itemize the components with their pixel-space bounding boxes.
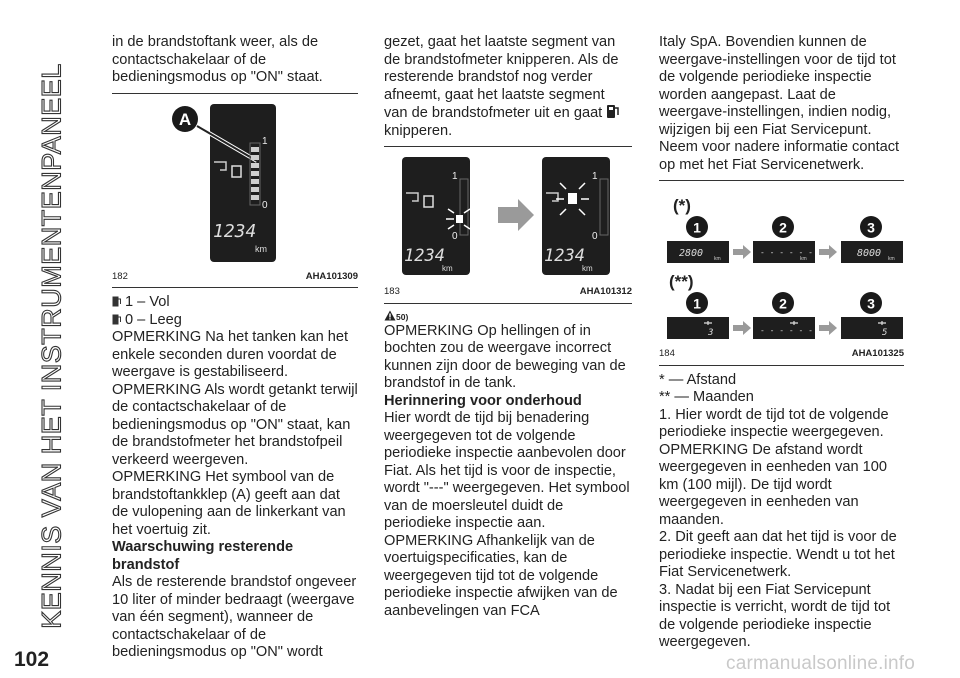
fuel-gauge-illustration [112,100,358,266]
column-2 [384,34,632,620]
paragraph: 1. Hier wordt de tijd tot de volgende periodieke inspectie weergegeven. [659,406,889,440]
divider [659,180,904,181]
figure-184 [659,187,904,343]
paragraph: 3. Nadat bij een Fiat Servicepunt inspectie is verricht, wordt de tijd tot de volgende periodieke inspectie weergegeven. [659,581,891,650]
figure-number: 182 [112,270,128,282]
paragraph: Hier wordt de tijd bij benadering weergegeven tot de volgende periodieke inspectie aanbevolen door Fiat. Als het tijd is voor de inspectie, wordt "---" weergegeven. Het symbool van de moersleutel duidt de periodieke inspectie aan. [384,410,630,531]
fuel-pump-icon [112,296,121,307]
divider [384,303,632,304]
paragraph: OPMERKING Het symbool van de brandstoftankklep (A) geeft aan dat de vulopening aan de linkerkant van het voertuig zit. [112,469,346,538]
paragraph: in de brandstoftank weer, als de contactschakelaar of de bedieningsmodus op "ON" staat. [112,34,323,85]
chapter-side-title: KENNIS VAN HET INSTRUMENTENPANEEL [36,63,67,629]
svg-text:1234: 1234 [404,246,445,266]
paragraph: Als de resterende brandstof ongeveer 10 liter of minder bedraagt (weergave van één segment), wanneer de contactschakelaar of de bedieningsmodus op "ON" wordt [112,574,357,660]
step-3-badge: 3 [867,219,875,236]
odometer-unit: km [255,243,267,254]
step-1-badge: 1 [693,219,701,236]
column-3 [659,34,904,652]
odometer-digits: 1234 [213,220,257,242]
svg-text:2: 2 [779,295,787,312]
display-value: 2800 [679,248,704,259]
arrow-icon [733,321,751,335]
svg-text:1: 1 [592,171,598,182]
warning-reference: 50) [384,310,632,323]
paragraph: OPMERKING De afstand wordt weergegeven in eenheden van 100 km (100 mijl). De tijd wordt weergegeven in eenheden van maanden. [659,441,888,528]
divider [112,287,358,288]
section-heading: Herinnering voor onderhoud [384,392,582,409]
figure-code: AHA101325 [851,348,904,359]
fuel-pump-icon [606,104,620,119]
display-value: 3 [708,328,714,338]
figure-caption [659,345,904,363]
arrow-icon [819,321,837,335]
divider [659,365,904,366]
display-value: - - - - - - [760,248,813,257]
figure-183 [384,153,632,281]
figure-182 [112,100,358,266]
service-reminder-illustration [659,187,904,343]
legend-empty: 0 – Leeg [112,312,358,330]
svg-text:3: 3 [867,295,875,312]
display-value: - - - - - - [760,326,813,335]
svg-text:1: 1 [693,295,701,312]
figure-caption [384,283,632,301]
figure-code: AHA101309 [305,270,358,282]
figure-caption [112,268,358,286]
arrow-icon [498,199,534,231]
page-number: 102 [14,648,50,671]
svg-text:km: km [714,256,721,262]
svg-text:km: km [800,256,807,262]
figure-number: 183 [384,286,400,297]
figure-number: 184 [659,348,675,359]
column-1 [112,34,358,662]
watermark: carmanualsonline.info [726,653,916,674]
paragraph: Italy SpA. Bovendien kunnen de weergave-instellingen voor de tijd tot de volgende periodieke inspectie worden aangepast. Laat de weergave-instellingen, indien nodig, wijzigen bij een Fiat Servicepunt. Neem voor nadere informatie contact op met het Fiat Servicenetwerk. [659,34,900,173]
display-value: 8000 [857,248,882,259]
legend-full: 1 – Vol [112,294,358,312]
callout-a: A [178,109,192,129]
mark-full: 1 [262,135,268,147]
section-heading: Waarschuwing resterende brandstof [112,539,294,573]
row-label-distance: (*) [673,196,691,215]
fuel-pump-icon [568,193,577,204]
footnote-months: ** — Maanden [659,389,754,405]
paragraph: OPMERKING Afhankelijk van de voertuigspecificaties, kan de weergegeven tijd tot de volgende periodieke inspectie afwijken van de aanbevelingen van FCA [384,532,618,619]
paragraph: OPMERKING Na het tanken kan het enkele seconden duren voordat de weergave is gestabiliseerd. [112,329,349,380]
svg-text:km: km [442,264,453,273]
divider [384,146,632,147]
paragraph: OPMERKING Als wordt getankt terwijl de contactschakelaar of de bedieningsmodus op "ON" staat, kan de brandstofmeter het brandstofpeil verkeerd weergeven. [112,381,358,468]
row-label-months: (**) [669,272,694,291]
figure-code: AHA101312 [579,286,632,297]
step-2-badge: 2 [779,219,787,236]
svg-text:km: km [888,256,895,262]
svg-text:0: 0 [452,231,458,242]
svg-text:1234: 1234 [544,246,585,266]
footnote-distance: * — Afstand [659,371,737,388]
fuel-warning-illustration [384,153,632,281]
svg-text:0: 0 [592,231,598,242]
display-value: 5 [882,328,888,338]
arrow-icon [819,245,837,259]
arrow-icon [733,245,751,259]
svg-text:km: km [582,264,593,273]
paragraph: 2. Dit geeft aan dat het tijd is voor de periodieke inspectie. Wendt u tot het Fiat Servicenetwerk. [659,529,897,580]
divider [112,93,358,94]
fuel-pump-icon [112,314,121,325]
svg-text:1: 1 [452,171,458,182]
paragraph: gezet, gaat het laatste segment van de brandstofmeter knipperen. Als de resterende brandstof nog verder afneemt, gaat het laatste segment van de brandstofmeter uit en gaat knipperen. [384,34,619,139]
warning-triangle-icon [384,310,396,321]
paragraph: OPMERKING Op hellingen of in bochten zou de weergave incorrect kunnen zijn door de beweging van de brandstof in de tank. [384,322,626,391]
mark-empty: 0 [262,199,268,211]
